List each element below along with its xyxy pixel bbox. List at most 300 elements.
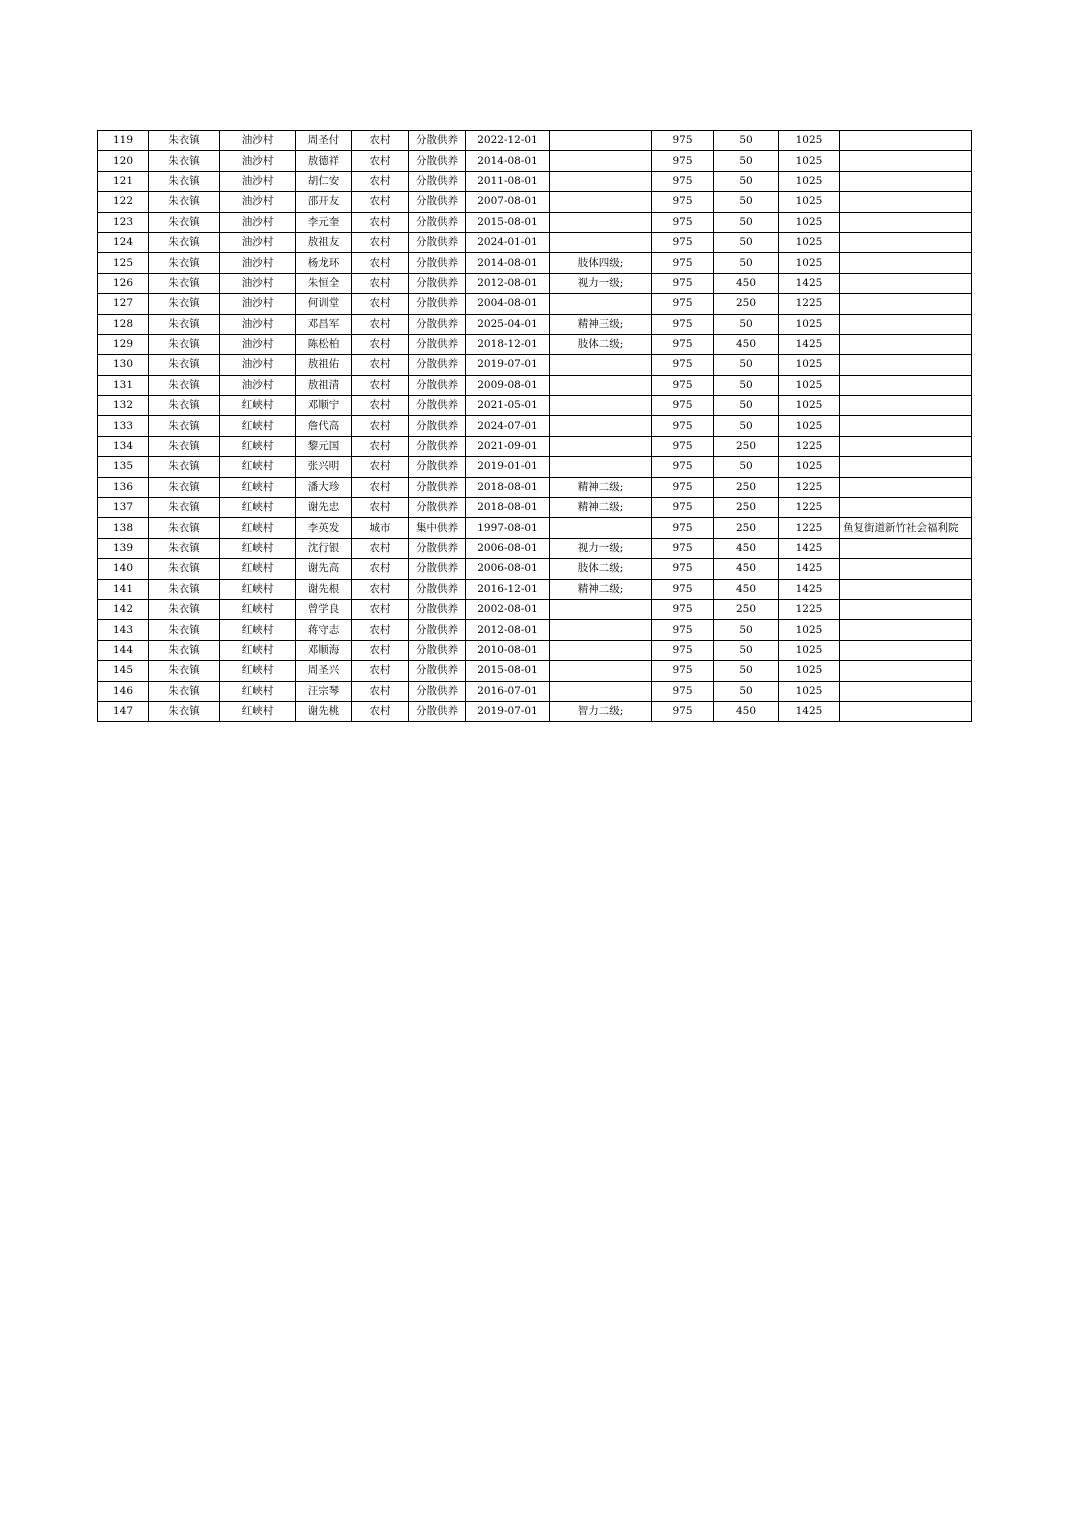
subsidy-amount-cell: 50 xyxy=(714,681,779,701)
town-cell: 朱衣镇 xyxy=(149,457,220,477)
start-date-cell: 2024-01-01 xyxy=(466,232,550,252)
village-cell: 红峡村 xyxy=(220,681,296,701)
name-cell: 谢先桃 xyxy=(296,701,352,721)
subsidy-amount-cell: 50 xyxy=(714,212,779,232)
total-amount-cell: 1025 xyxy=(779,396,840,416)
total-amount-cell: 1025 xyxy=(779,151,840,171)
household-type-cell: 农村 xyxy=(352,314,409,334)
base-amount-cell: 975 xyxy=(652,701,714,721)
support-mode-cell: 分散供养 xyxy=(409,131,466,151)
disability-cell xyxy=(550,192,652,212)
note-cell xyxy=(840,355,972,375)
town-cell: 朱衣镇 xyxy=(149,538,220,558)
village-cell: 红峡村 xyxy=(220,538,296,558)
table-row xyxy=(98,681,972,701)
support-mode-cell: 分散供养 xyxy=(409,579,466,599)
household-type-cell: 农村 xyxy=(352,294,409,314)
note-cell xyxy=(840,599,972,619)
household-type-cell: 农村 xyxy=(352,620,409,640)
total-amount-cell: 1225 xyxy=(779,518,840,538)
village-cell: 红峡村 xyxy=(220,498,296,518)
village-cell: 油沙村 xyxy=(220,131,296,151)
support-mode-cell: 分散供养 xyxy=(409,396,466,416)
household-type-cell: 农村 xyxy=(352,232,409,252)
subsidy-amount-cell: 450 xyxy=(714,334,779,354)
village-cell: 红峡村 xyxy=(220,559,296,579)
note-cell xyxy=(840,334,972,354)
disability-cell: 肢体二级; xyxy=(550,334,652,354)
base-amount-cell: 975 xyxy=(652,314,714,334)
town-cell: 朱衣镇 xyxy=(149,396,220,416)
total-amount-cell: 1225 xyxy=(779,436,840,456)
note-cell xyxy=(840,559,972,579)
base-amount-cell: 975 xyxy=(652,620,714,640)
village-cell: 红峡村 xyxy=(220,477,296,497)
table-row xyxy=(98,171,972,191)
town-cell: 朱衣镇 xyxy=(149,375,220,395)
support-mode-cell: 分散供养 xyxy=(409,253,466,273)
subsidy-amount-cell: 50 xyxy=(714,253,779,273)
name-cell: 敖祖清 xyxy=(296,375,352,395)
table-row xyxy=(98,294,972,314)
total-amount-cell: 1425 xyxy=(779,538,840,558)
town-cell: 朱衣镇 xyxy=(149,661,220,681)
disability-cell xyxy=(550,518,652,538)
disability-cell: 视力一级; xyxy=(550,538,652,558)
name-cell: 邓顺海 xyxy=(296,640,352,660)
subsidy-amount-cell: 250 xyxy=(714,518,779,538)
note-cell xyxy=(840,436,972,456)
household-type-cell: 农村 xyxy=(352,151,409,171)
total-amount-cell: 1025 xyxy=(779,416,840,436)
town-cell: 朱衣镇 xyxy=(149,212,220,232)
subsidy-amount-cell: 50 xyxy=(714,640,779,660)
subsidy-amount-cell: 50 xyxy=(714,375,779,395)
total-amount-cell: 1025 xyxy=(779,640,840,660)
household-type-cell: 农村 xyxy=(352,559,409,579)
total-amount-cell: 1025 xyxy=(779,457,840,477)
village-cell: 红峡村 xyxy=(220,518,296,538)
base-amount-cell: 975 xyxy=(652,396,714,416)
support-mode-cell: 分散供养 xyxy=(409,416,466,436)
start-date-cell: 1997-08-01 xyxy=(466,518,550,538)
total-amount-cell: 1025 xyxy=(779,620,840,640)
name-cell: 敖祖友 xyxy=(296,232,352,252)
total-amount-cell: 1425 xyxy=(779,579,840,599)
start-date-cell: 2021-05-01 xyxy=(466,396,550,416)
row-number-cell: 133 xyxy=(98,416,149,436)
support-mode-cell: 集中供养 xyxy=(409,518,466,538)
table-row xyxy=(98,436,972,456)
total-amount-cell: 1025 xyxy=(779,232,840,252)
table-row xyxy=(98,253,972,273)
table-row xyxy=(98,314,972,334)
name-cell: 胡仁安 xyxy=(296,171,352,191)
table-row xyxy=(98,151,972,171)
row-number-cell: 143 xyxy=(98,620,149,640)
row-number-cell: 140 xyxy=(98,559,149,579)
row-number-cell: 125 xyxy=(98,253,149,273)
note-cell xyxy=(840,171,972,191)
name-cell: 潘大珍 xyxy=(296,477,352,497)
name-cell: 沈行银 xyxy=(296,538,352,558)
row-number-cell: 126 xyxy=(98,273,149,293)
table-row xyxy=(98,477,972,497)
row-number-cell: 131 xyxy=(98,375,149,395)
base-amount-cell: 975 xyxy=(652,681,714,701)
row-number-cell: 128 xyxy=(98,314,149,334)
village-cell: 油沙村 xyxy=(220,334,296,354)
name-cell: 何训堂 xyxy=(296,294,352,314)
name-cell: 谢先高 xyxy=(296,559,352,579)
name-cell: 李英发 xyxy=(296,518,352,538)
household-type-cell: 城市 xyxy=(352,518,409,538)
table-row xyxy=(98,498,972,518)
start-date-cell: 2021-09-01 xyxy=(466,436,550,456)
disability-cell xyxy=(550,375,652,395)
town-cell: 朱衣镇 xyxy=(149,701,220,721)
table-row xyxy=(98,375,972,395)
disability-cell xyxy=(550,151,652,171)
subsidy-amount-cell: 50 xyxy=(714,457,779,477)
row-number-cell: 130 xyxy=(98,355,149,375)
row-number-cell: 122 xyxy=(98,192,149,212)
start-date-cell: 2014-08-01 xyxy=(466,253,550,273)
row-number-cell: 136 xyxy=(98,477,149,497)
base-amount-cell: 975 xyxy=(652,334,714,354)
note-cell xyxy=(840,375,972,395)
base-amount-cell: 975 xyxy=(652,498,714,518)
subsidy-amount-cell: 50 xyxy=(714,416,779,436)
support-mode-cell: 分散供养 xyxy=(409,457,466,477)
village-cell: 红峡村 xyxy=(220,579,296,599)
household-type-cell: 农村 xyxy=(352,477,409,497)
name-cell: 谢先忠 xyxy=(296,498,352,518)
base-amount-cell: 975 xyxy=(652,518,714,538)
village-cell: 油沙村 xyxy=(220,314,296,334)
note-cell xyxy=(840,579,972,599)
note-cell xyxy=(840,681,972,701)
town-cell: 朱衣镇 xyxy=(149,314,220,334)
note-cell xyxy=(840,314,972,334)
note-cell xyxy=(840,498,972,518)
town-cell: 朱衣镇 xyxy=(149,151,220,171)
total-amount-cell: 1425 xyxy=(779,701,840,721)
subsidy-amount-cell: 50 xyxy=(714,192,779,212)
note-cell xyxy=(840,701,972,721)
start-date-cell: 2019-07-01 xyxy=(466,355,550,375)
base-amount-cell: 975 xyxy=(652,436,714,456)
disability-cell: 精神二级; xyxy=(550,477,652,497)
town-cell: 朱衣镇 xyxy=(149,559,220,579)
support-mode-cell: 分散供养 xyxy=(409,212,466,232)
subsidy-amount-cell: 50 xyxy=(714,314,779,334)
village-cell: 油沙村 xyxy=(220,375,296,395)
table-row xyxy=(98,599,972,619)
village-cell: 油沙村 xyxy=(220,273,296,293)
village-cell: 油沙村 xyxy=(220,192,296,212)
village-cell: 油沙村 xyxy=(220,151,296,171)
row-number-cell: 141 xyxy=(98,579,149,599)
name-cell: 邓昌军 xyxy=(296,314,352,334)
support-mode-cell: 分散供养 xyxy=(409,559,466,579)
start-date-cell: 2009-08-01 xyxy=(466,375,550,395)
disability-cell xyxy=(550,212,652,232)
subsidy-amount-cell: 250 xyxy=(714,436,779,456)
start-date-cell: 2016-12-01 xyxy=(466,579,550,599)
disability-cell xyxy=(550,640,652,660)
row-number-cell: 145 xyxy=(98,661,149,681)
start-date-cell: 2004-08-01 xyxy=(466,294,550,314)
town-cell: 朱衣镇 xyxy=(149,273,220,293)
row-number-cell: 123 xyxy=(98,212,149,232)
row-number-cell: 121 xyxy=(98,171,149,191)
row-number-cell: 134 xyxy=(98,436,149,456)
village-cell: 红峡村 xyxy=(220,640,296,660)
row-number-cell: 137 xyxy=(98,498,149,518)
support-mode-cell: 分散供养 xyxy=(409,538,466,558)
name-cell: 陈松柏 xyxy=(296,334,352,354)
total-amount-cell: 1025 xyxy=(779,131,840,151)
support-mode-cell: 分散供养 xyxy=(409,498,466,518)
table-row xyxy=(98,661,972,681)
disability-cell xyxy=(550,457,652,477)
disability-cell: 视力一级; xyxy=(550,273,652,293)
note-cell xyxy=(840,538,972,558)
name-cell: 黎元国 xyxy=(296,436,352,456)
start-date-cell: 2015-08-01 xyxy=(466,212,550,232)
base-amount-cell: 975 xyxy=(652,477,714,497)
row-number-cell: 135 xyxy=(98,457,149,477)
town-cell: 朱衣镇 xyxy=(149,232,220,252)
name-cell: 曾学良 xyxy=(296,599,352,619)
support-mode-cell: 分散供养 xyxy=(409,436,466,456)
disability-cell xyxy=(550,620,652,640)
subsidy-amount-cell: 50 xyxy=(714,131,779,151)
start-date-cell: 2012-08-01 xyxy=(466,620,550,640)
base-amount-cell: 975 xyxy=(652,171,714,191)
table-row xyxy=(98,640,972,660)
support-mode-cell: 分散供养 xyxy=(409,355,466,375)
disability-cell xyxy=(550,131,652,151)
note-cell xyxy=(840,131,972,151)
start-date-cell: 2018-08-01 xyxy=(466,477,550,497)
village-cell: 红峡村 xyxy=(220,436,296,456)
start-date-cell: 2014-08-01 xyxy=(466,151,550,171)
disability-cell xyxy=(550,599,652,619)
note-cell xyxy=(840,294,972,314)
name-cell: 杨龙环 xyxy=(296,253,352,273)
town-cell: 朱衣镇 xyxy=(149,192,220,212)
total-amount-cell: 1025 xyxy=(779,171,840,191)
base-amount-cell: 975 xyxy=(652,273,714,293)
table-row xyxy=(98,518,972,538)
table-row xyxy=(98,396,972,416)
disability-cell xyxy=(550,294,652,314)
table-row xyxy=(98,579,972,599)
total-amount-cell: 1025 xyxy=(779,375,840,395)
note-cell xyxy=(840,620,972,640)
name-cell: 敖祖佑 xyxy=(296,355,352,375)
disability-cell xyxy=(550,681,652,701)
household-type-cell: 农村 xyxy=(352,640,409,660)
disability-cell xyxy=(550,436,652,456)
base-amount-cell: 975 xyxy=(652,375,714,395)
disability-cell xyxy=(550,232,652,252)
row-number-cell: 144 xyxy=(98,640,149,660)
table-row xyxy=(98,212,972,232)
base-amount-cell: 975 xyxy=(652,232,714,252)
support-mode-cell: 分散供养 xyxy=(409,334,466,354)
start-date-cell: 2006-08-01 xyxy=(466,538,550,558)
village-cell: 油沙村 xyxy=(220,294,296,314)
table-row xyxy=(98,273,972,293)
village-cell: 油沙村 xyxy=(220,212,296,232)
base-amount-cell: 975 xyxy=(652,640,714,660)
subsidy-amount-cell: 50 xyxy=(714,232,779,252)
base-amount-cell: 975 xyxy=(652,538,714,558)
household-type-cell: 农村 xyxy=(352,334,409,354)
row-number-cell: 132 xyxy=(98,396,149,416)
village-cell: 红峡村 xyxy=(220,599,296,619)
base-amount-cell: 975 xyxy=(652,294,714,314)
total-amount-cell: 1025 xyxy=(779,212,840,232)
town-cell: 朱衣镇 xyxy=(149,518,220,538)
support-mode-cell: 分散供养 xyxy=(409,273,466,293)
start-date-cell: 2018-12-01 xyxy=(466,334,550,354)
town-cell: 朱衣镇 xyxy=(149,355,220,375)
base-amount-cell: 975 xyxy=(652,212,714,232)
subsidy-amount-cell: 250 xyxy=(714,477,779,497)
name-cell: 周圣兴 xyxy=(296,661,352,681)
table-row xyxy=(98,416,972,436)
disability-cell xyxy=(550,396,652,416)
note-cell xyxy=(840,416,972,436)
base-amount-cell: 975 xyxy=(652,151,714,171)
table-row xyxy=(98,701,972,721)
total-amount-cell: 1025 xyxy=(779,253,840,273)
support-mode-cell: 分散供养 xyxy=(409,314,466,334)
town-cell: 朱衣镇 xyxy=(149,171,220,191)
note-cell xyxy=(840,212,972,232)
row-number-cell: 147 xyxy=(98,701,149,721)
subsidy-amount-cell: 50 xyxy=(714,151,779,171)
subsidy-amount-cell: 50 xyxy=(714,396,779,416)
support-roster-table xyxy=(97,130,972,722)
subsidy-amount-cell: 50 xyxy=(714,355,779,375)
village-cell: 油沙村 xyxy=(220,355,296,375)
note-cell xyxy=(840,477,972,497)
row-number-cell: 138 xyxy=(98,518,149,538)
support-mode-cell: 分散供养 xyxy=(409,640,466,660)
household-type-cell: 农村 xyxy=(352,396,409,416)
village-cell: 油沙村 xyxy=(220,253,296,273)
base-amount-cell: 975 xyxy=(652,661,714,681)
start-date-cell: 2019-07-01 xyxy=(466,701,550,721)
total-amount-cell: 1025 xyxy=(779,681,840,701)
town-cell: 朱衣镇 xyxy=(149,579,220,599)
row-number-cell: 120 xyxy=(98,151,149,171)
town-cell: 朱衣镇 xyxy=(149,498,220,518)
total-amount-cell: 1025 xyxy=(779,314,840,334)
roster-body xyxy=(98,131,972,722)
row-number-cell: 124 xyxy=(98,232,149,252)
row-number-cell: 119 xyxy=(98,131,149,151)
household-type-cell: 农村 xyxy=(352,579,409,599)
household-type-cell: 农村 xyxy=(352,498,409,518)
support-mode-cell: 分散供养 xyxy=(409,661,466,681)
note-cell xyxy=(840,273,972,293)
start-date-cell: 2024-07-01 xyxy=(466,416,550,436)
disability-cell xyxy=(550,171,652,191)
note-cell xyxy=(840,253,972,273)
start-date-cell: 2011-08-01 xyxy=(466,171,550,191)
village-cell: 红峡村 xyxy=(220,620,296,640)
table-row xyxy=(98,538,972,558)
name-cell: 蒋守志 xyxy=(296,620,352,640)
note-cell xyxy=(840,232,972,252)
table-row xyxy=(98,131,972,151)
village-cell: 红峡村 xyxy=(220,416,296,436)
subsidy-amount-cell: 450 xyxy=(714,579,779,599)
disability-cell: 肢体二级; xyxy=(550,559,652,579)
household-type-cell: 农村 xyxy=(352,599,409,619)
town-cell: 朱衣镇 xyxy=(149,334,220,354)
note-cell xyxy=(840,192,972,212)
household-type-cell: 农村 xyxy=(352,131,409,151)
name-cell: 朱恒全 xyxy=(296,273,352,293)
support-mode-cell: 分散供养 xyxy=(409,701,466,721)
subsidy-amount-cell: 50 xyxy=(714,620,779,640)
total-amount-cell: 1025 xyxy=(779,192,840,212)
base-amount-cell: 975 xyxy=(652,559,714,579)
support-mode-cell: 分散供养 xyxy=(409,294,466,314)
disability-cell: 肢体四级; xyxy=(550,253,652,273)
disability-cell xyxy=(550,661,652,681)
household-type-cell: 农村 xyxy=(352,416,409,436)
support-mode-cell: 分散供养 xyxy=(409,681,466,701)
total-amount-cell: 1225 xyxy=(779,498,840,518)
village-cell: 油沙村 xyxy=(220,232,296,252)
subsidy-amount-cell: 50 xyxy=(714,661,779,681)
start-date-cell: 2010-08-01 xyxy=(466,640,550,660)
start-date-cell: 2022-12-01 xyxy=(466,131,550,151)
base-amount-cell: 975 xyxy=(652,579,714,599)
town-cell: 朱衣镇 xyxy=(149,681,220,701)
subsidy-amount-cell: 450 xyxy=(714,559,779,579)
start-date-cell: 2018-08-01 xyxy=(466,498,550,518)
name-cell: 邵开友 xyxy=(296,192,352,212)
name-cell: 谢先根 xyxy=(296,579,352,599)
household-type-cell: 农村 xyxy=(352,273,409,293)
note-cell xyxy=(840,396,972,416)
disability-cell: 精神二级; xyxy=(550,579,652,599)
town-cell: 朱衣镇 xyxy=(149,131,220,151)
support-mode-cell: 分散供养 xyxy=(409,375,466,395)
support-mode-cell: 分散供养 xyxy=(409,477,466,497)
town-cell: 朱衣镇 xyxy=(149,416,220,436)
table-row xyxy=(98,559,972,579)
village-cell: 红峡村 xyxy=(220,396,296,416)
disability-cell: 精神二级; xyxy=(550,498,652,518)
subsidy-amount-cell: 250 xyxy=(714,294,779,314)
support-mode-cell: 分散供养 xyxy=(409,151,466,171)
note-cell xyxy=(840,661,972,681)
row-number-cell: 139 xyxy=(98,538,149,558)
household-type-cell: 农村 xyxy=(352,253,409,273)
household-type-cell: 农村 xyxy=(352,538,409,558)
start-date-cell: 2002-08-01 xyxy=(466,599,550,619)
